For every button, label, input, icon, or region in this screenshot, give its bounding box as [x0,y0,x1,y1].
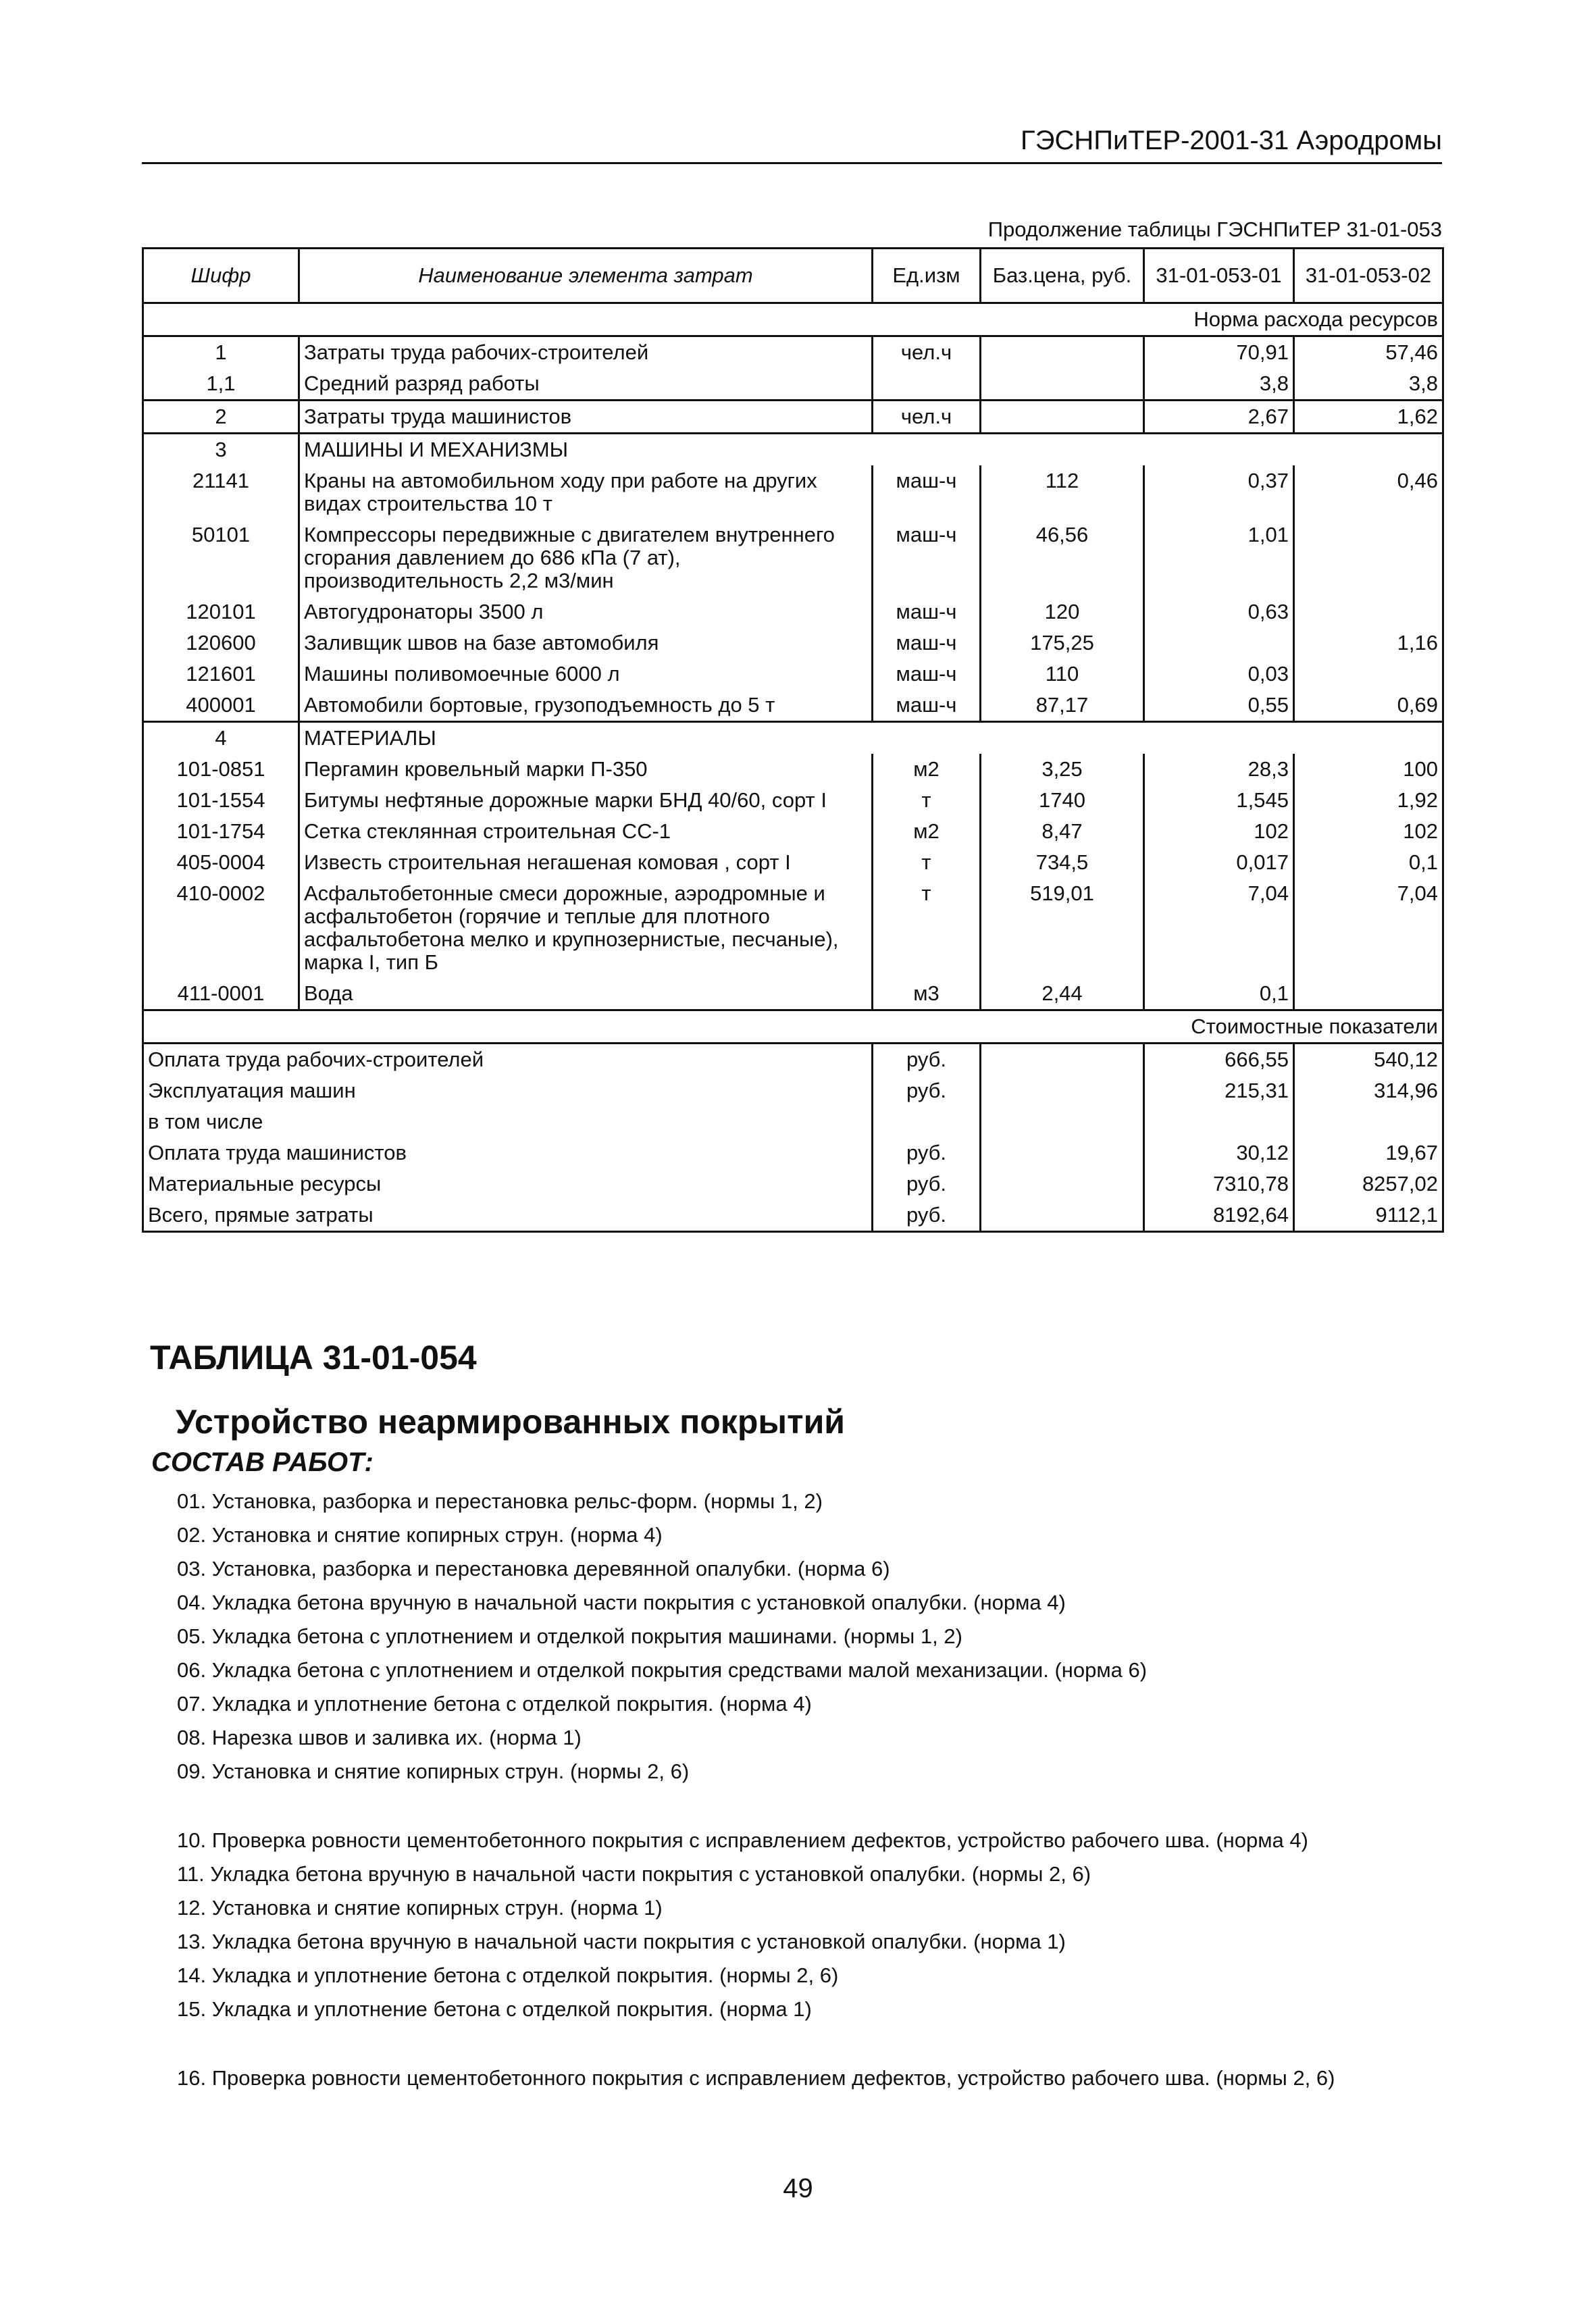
table-row [143,847,1443,878]
norm-value-02 [1294,659,1443,690]
col-header-unit: Ед.изм [873,249,981,303]
resource-code: 410-0002 [143,878,299,978]
resource-base-price: 175,25 [981,627,1144,659]
cost-value-02: 540,12 [1294,1044,1443,1076]
resource-name: Компрессоры передвижные с двигателем внутреннего сгорания давлением до 686 кПа (7 ат), производительность 2,2 м3/мин [299,519,873,596]
norm-value-01 [1144,627,1294,659]
section-machines-header: МАШИНЫ И МЕХАНИЗМЫ [299,434,1443,466]
resource-name: Автомобили бортовые, грузоподъемность до 5 т [299,690,873,722]
resource-base-price: 2,44 [981,978,1144,1010]
works-list [177,1485,1335,2095]
cost-base-price [981,1168,1144,1200]
table-row [143,401,1443,434]
col-header-code: Шифр [143,249,299,303]
resource-unit: маш-ч [873,627,981,659]
resource-base-price: 3,25 [981,754,1144,785]
table-row [143,596,1443,627]
norm-value-01: 102 [1144,816,1294,847]
cost-row [143,1168,1443,1200]
cost-value-02: 19,67 [1294,1137,1443,1168]
norm-value-01: 7,04 [1144,878,1294,978]
section-norma-row [143,303,1443,336]
resource-unit: чел.ч [873,336,981,369]
norm-value-02 [1294,978,1443,1010]
cost-base-price [981,1075,1144,1106]
cost-value-01 [1144,1106,1294,1137]
norm-value-02: 7,04 [1294,878,1443,978]
resource-name: Затраты труда машинистов [299,401,873,434]
resource-base-price [981,336,1144,369]
resource-base-price: 46,56 [981,519,1144,596]
table-row [143,368,1443,401]
cost-row [143,1075,1443,1106]
resource-unit: т [873,785,981,816]
table-body [143,303,1443,1232]
norm-value-02: 102 [1294,816,1443,847]
resource-unit: чел.ч [873,401,981,434]
norm-value-02: 1,16 [1294,627,1443,659]
norm-value-02: 0,46 [1294,465,1443,519]
norm-value-01: 0,017 [1144,847,1294,878]
cost-base-price [981,1137,1144,1168]
norm-value-02: 0,1 [1294,847,1443,878]
cost-value-02 [1294,1106,1443,1137]
resource-name: Средний разряд работы [299,368,873,401]
cost-unit: руб. [873,1137,981,1168]
norm-value-02: 1,62 [1294,401,1443,434]
section-code: 4 [143,722,299,754]
table-row [143,336,1443,369]
norm-value-02: 100 [1294,754,1443,785]
resource-name: Вода [299,978,873,1010]
cost-label: Всего, прямые затраты [143,1200,873,1232]
cost-value-01: 215,31 [1144,1075,1294,1106]
resource-name: Пергамин кровельный марки П-350 [299,754,873,785]
resource-unit: м2 [873,754,981,785]
cost-value-01: 7310,78 [1144,1168,1294,1200]
resource-name: Автогудронаторы 3500 л [299,596,873,627]
table-row [143,519,1443,596]
col-header-norm-02: 31-01-053-02 [1294,249,1443,303]
norm-value-01: 0,1 [1144,978,1294,1010]
cost-unit: руб. [873,1075,981,1106]
resource-code: 400001 [143,690,299,722]
resource-base-price: 1740 [981,785,1144,816]
table-row [143,659,1443,690]
work-item: 09. Установка и снятие копирных струн. (нормы 2, 6) [177,1759,690,1783]
cost-unit: руб. [873,1044,981,1076]
resource-name: Асфальтобетонные смеси дорожные, аэродромные и асфальтобетон (горячие и теплые для плотного асфальтобетона мелко и крупнозернистые, песчаные), марка I, тип Б [299,878,873,978]
work-item: 05. Укладка бетона с уплотнением и отделкой покрытия машинами. (нормы 1, 2) [177,1624,962,1648]
work-item: 16. Проверка ровности цементобетонного покрытия с исправлением дефектов, устройство рабочего шва. (нормы 2, 6) [177,2066,1335,2090]
table-row [143,690,1443,722]
norm-value-01: 28,3 [1144,754,1294,785]
header-row [143,249,1443,303]
table-row [143,816,1443,847]
resource-code: 1,1 [143,368,299,401]
norm-value-02: 3,8 [1294,368,1443,401]
resource-name: Машины поливомоечные 6000 л [299,659,873,690]
resource-code: 101-0851 [143,754,299,785]
resource-unit: т [873,878,981,978]
table-row [143,785,1443,816]
page-number: 49 [783,2174,813,2203]
resource-unit: м3 [873,978,981,1010]
cost-row [143,1200,1443,1232]
cost-value-01: 666,55 [1144,1044,1294,1076]
work-item: 01. Установка, разборка и перестановка рельс-форм. (нормы 1, 2) [177,1489,823,1513]
work-item: 04. Укладка бетона вручную в начальной части покрытия с установкой опалубки. (норма 4) [177,1591,1066,1614]
norm-value-01: 70,91 [1144,336,1294,369]
cost-base-price [981,1044,1144,1076]
cost-value-02: 314,96 [1294,1075,1443,1106]
cost-value-01: 30,12 [1144,1137,1294,1168]
norm-value-02: 57,46 [1294,336,1443,369]
work-item: 14. Укладка и уплотнение бетона с отделкой покрытия. (нормы 2, 6) [177,1963,839,1987]
cost-unit: руб. [873,1200,981,1232]
resource-unit: маш-ч [873,465,981,519]
resource-unit: м2 [873,816,981,847]
norm-value-02 [1294,519,1443,596]
cost-label: Материальные ресурсы [143,1168,873,1200]
resource-code: 101-1754 [143,816,299,847]
resource-name: Известь строительная негашеная комовая , сорт I [299,847,873,878]
section-code: 3 [143,434,299,466]
resource-name: Битумы нефтяные дорожные марки БНД 40/60, сорт I [299,785,873,816]
work-item: 13. Укладка бетона вручную в начальной части покрытия с установкой опалубки. (норма 1) [177,1930,1066,1953]
work-item: 10. Проверка ровности цементобетонного покрытия с исправлением дефектов, устройство рабочего шва. (норма 4) [177,1828,1308,1852]
col-header-price: Баз.цена, руб. [981,249,1144,303]
cost-unit: руб. [873,1168,981,1200]
resource-code: 120101 [143,596,299,627]
resource-unit: т [873,847,981,878]
running-head: ГЭСНПиТЕР-2001-31 Аэродромы [142,122,1442,164]
resource-code: 50101 [143,519,299,596]
section-cost-row [143,1010,1443,1044]
resource-code: 101-1554 [143,785,299,816]
resource-unit: маш-ч [873,519,981,596]
resource-code: 1 [143,336,299,369]
resource-unit: маш-ч [873,690,981,722]
resource-base-price: 8,47 [981,816,1144,847]
resource-base-price: 112 [981,465,1144,519]
table-row [143,754,1443,785]
section-norma: Норма расхода ресурсов [143,303,1443,336]
resource-name: Краны на автомобильном ходу при работе на других видах строительства 10 т [299,465,873,519]
resource-base-price: 120 [981,596,1144,627]
work-item: 03. Установка, разборка и перестановка деревянной опалубки. (норма 6) [177,1557,890,1580]
cost-row [143,1137,1443,1168]
cost-unit [873,1106,981,1137]
table-row [143,465,1443,519]
resource-base-price [981,401,1144,434]
work-item: 12. Установка и снятие копирных струн. (норма 1) [177,1896,663,1920]
cost-row [143,1044,1443,1076]
cost-value-01: 8192,64 [1144,1200,1294,1232]
resource-base-price: 734,5 [981,847,1144,878]
table-subtitle: Устройство неармированных покрытий [176,1403,846,1441]
cost-label: Оплата труда машинистов [143,1137,873,1168]
work-item: 07. Укладка и уплотнение бетона с отделкой покрытия. (норма 4) [177,1692,812,1716]
col-header-name: Наименование элемента затрат [299,249,873,303]
resource-name: Сетка стеклянная строительная СС-1 [299,816,873,847]
norm-value-01: 0,63 [1144,596,1294,627]
norm-value-02: 1,92 [1294,785,1443,816]
cost-base-price [981,1106,1144,1137]
table-continuation-caption: Продолжение таблицы ГЭСНПиТЕР 31-01-053 [987,217,1442,241]
resource-base-price: 110 [981,659,1144,690]
resource-unit: маш-ч [873,659,981,690]
work-item: 08. Нарезка швов и заливка их. (норма 1) [177,1726,582,1749]
resource-code: 121601 [143,659,299,690]
table-title: ТАБЛИЦА 31-01-054 [150,1339,477,1377]
table-row [143,627,1443,659]
norm-value-01: 0,55 [1144,690,1294,722]
section-machines-row [143,434,1443,466]
cost-label: Эксплуатация машин [143,1075,873,1106]
resource-base-price: 519,01 [981,878,1144,978]
resource-code: 411-0001 [143,978,299,1010]
cost-label: Оплата труда рабочих-строителей [143,1044,873,1076]
resource-code: 405-0004 [143,847,299,878]
resource-table [142,247,1444,1233]
cost-value-02: 9112,1 [1294,1200,1443,1232]
resource-name: Затраты труда рабочих-строителей [299,336,873,369]
resource-name: Заливщик швов на базе автомобиля [299,627,873,659]
norm-value-01: 0,03 [1144,659,1294,690]
resource-code: 21141 [143,465,299,519]
section-cost: Стоимостные показатели [143,1010,1443,1044]
resource-code: 2 [143,401,299,434]
resource-base-price: 87,17 [981,690,1144,722]
norm-value-01: 2,67 [1144,401,1294,434]
work-item: 15. Укладка и уплотнение бетона с отделкой покрытия. (норма 1) [177,1997,812,2021]
resource-unit: маш-ч [873,596,981,627]
works-heading: СОСТАВ РАБОТ: [151,1447,374,1477]
norm-value-02 [1294,596,1443,627]
table-row [143,978,1443,1010]
resource-code: 120600 [143,627,299,659]
cost-row [143,1106,1443,1137]
resource-unit [873,368,981,401]
cost-value-02: 8257,02 [1294,1168,1443,1200]
table-row [143,878,1443,978]
section-materials-row [143,722,1443,754]
col-header-norm-01: 31-01-053-01 [1144,249,1294,303]
cost-label: в том числе [143,1106,873,1137]
resource-base-price [981,368,1144,401]
norm-value-01: 0,37 [1144,465,1294,519]
norm-value-01: 3,8 [1144,368,1294,401]
work-item: 02. Установка и снятие копирных струн. (норма 4) [177,1523,663,1547]
cost-base-price [981,1200,1144,1232]
norm-value-01: 1,01 [1144,519,1294,596]
norm-value-02: 0,69 [1294,690,1443,722]
work-item: 11. Укладка бетона вручную в начальной части покрытия с установкой опалубки. (нормы 2, 6) [177,1862,1091,1886]
work-item: 06. Укладка бетона с уплотнением и отделкой покрытия средствами малой механизации. (норма 6) [177,1658,1148,1682]
section-materials-header: МАТЕРИАЛЫ [299,722,1443,754]
norm-value-01: 1,545 [1144,785,1294,816]
